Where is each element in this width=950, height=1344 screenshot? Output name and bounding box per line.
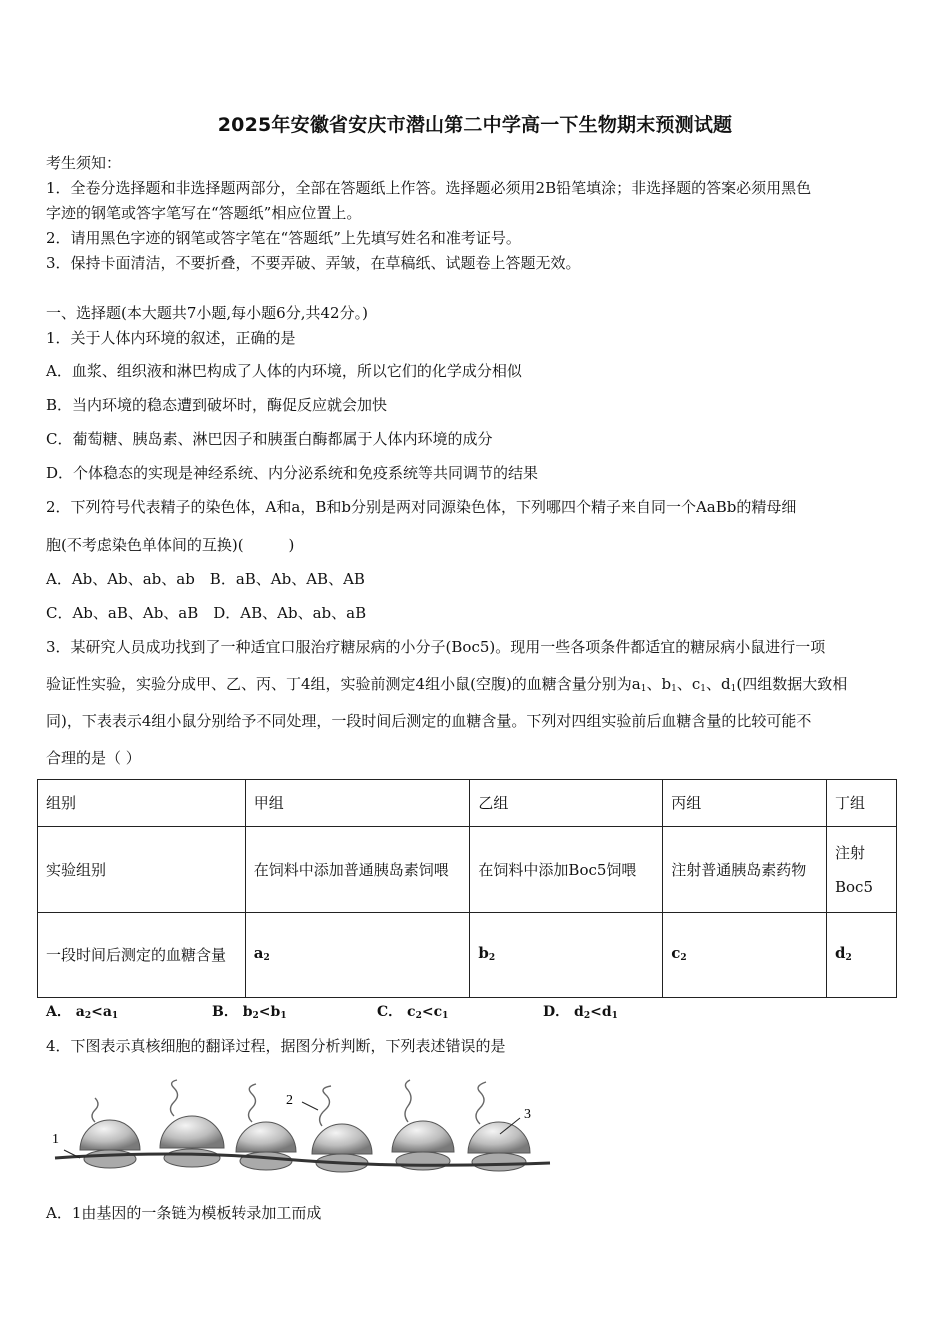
table-cell: 注射Boc5	[827, 827, 897, 913]
notice-item-3: 3．保持卡面清洁，不要折叠，不要弄破、弄皱，在草稿纸、试题卷上答题无效。	[46, 254, 581, 272]
glucose-symbol-c1: $c_1$	[691, 675, 706, 694]
q3-option-c: C． $c_2<c_1$	[377, 1004, 449, 1021]
q1-option-a: A．血浆、组织液和淋巴构成了人体的内环境，所以它们的化学成分相似	[46, 362, 522, 380]
table-cell: 在饲料中添加Boc5饲喂	[470, 827, 663, 913]
diagram-label-2: 2	[286, 1093, 293, 1108]
notice-item-2: 2．请用黑色字迹的钢笔或答字笔在“答题纸”上先填写姓名和准考证号。	[46, 229, 521, 247]
table-header-cell: 丙组	[663, 780, 827, 827]
table-cell: 实验组别	[38, 827, 246, 913]
q3-stem-text-end: (四组数据大致相	[736, 675, 848, 693]
q4-stem: 4．下图表示真核细胞的翻译过程，据图分析判断，下列表述错误的是	[46, 1037, 506, 1055]
notice-item-1-cont: 字迹的钢笔或答字笔写在“答题纸”相应位置上。	[46, 204, 362, 222]
ribosome-group	[80, 1116, 530, 1172]
ribosome-large-subunit	[392, 1121, 454, 1152]
ribosome-small-subunit	[164, 1149, 220, 1167]
q3-option-b: B． $b_2<b_1$	[212, 1004, 287, 1021]
table-header-cell: 组别	[38, 780, 246, 827]
q2-stem-line2: 胞(不考虑染色单体间的互换)( )	[46, 536, 295, 554]
page-title: 2025年安徽省安庆市潜山第二中学高一下生物期末预测试题	[217, 114, 733, 136]
q2-options-cd: C．Ab、aB、Ab、aB D．AB、Ab、ab、aB	[46, 604, 367, 622]
ribosome-large-subunit	[236, 1122, 296, 1152]
experiment-table	[37, 779, 897, 998]
q3-option-a: A． $a_2<a_1$	[46, 1004, 119, 1021]
q1-option-c: C．葡萄糖、胰岛素、淋巴因子和胰蛋白酶都属于人体内环境的成分	[46, 430, 493, 448]
ribosome-large-subunit	[160, 1116, 224, 1148]
ribosome-large-subunit	[80, 1120, 140, 1150]
table-row	[38, 780, 897, 827]
q4-option-a: A．1由基因的一条链为模板转录加工而成	[46, 1204, 322, 1222]
ribosome-large-subunit	[312, 1124, 372, 1154]
q3-stem-line4: 合理的是（ ）	[46, 749, 141, 767]
q2-stem-line1: 2．下列符号代表精子的染色体，A和a，B和b分别是两对同源染色体，下列哪四个精子来自同一个AaBb的精母细	[46, 498, 797, 516]
diagram-label-1: 1	[52, 1132, 59, 1147]
q1-stem: 1．关于人体内环境的叙述，正确的是	[46, 329, 296, 347]
table-cell: 在饲料中添加普通胰岛素饲喂	[245, 827, 470, 913]
q2-options-ab: A．Ab、Ab、ab、ab B．aB、Ab、AB、AB	[46, 570, 365, 588]
diagram-label-3: 3	[524, 1107, 531, 1122]
table-cell: 一段时间后测定的血糖含量	[38, 913, 246, 998]
q3-stem-line2: 验证性实验，实验分成甲、乙、丙、丁4组，实验前测定4组小鼠(空腹)的血糖含量分别为$a_1$、$b_1$、$c_1$、$d_1$(四组数据大致相	[46, 675, 848, 694]
table-header-cell: 丁组	[827, 780, 897, 827]
glucose-symbol-b1: $b_1$	[661, 675, 677, 694]
notice-item-1: 1．全卷分选择题和非选择题两部分，全部在答题纸上作答。选择题必须用2B铅笔填涂；非选择题的答案必须用黑色	[46, 179, 812, 197]
q1-option-d: D．个体稳态的实现是神经系统、内分泌系统和免疫系统等共同调节的结果	[46, 464, 539, 482]
table-cell: 注射普通胰岛素药物	[663, 827, 827, 913]
table-row	[38, 827, 897, 913]
q3-option-d: D． $d_2<d_1$	[543, 1004, 618, 1021]
table-cell-c2: $c_2$	[663, 913, 827, 998]
ribosome-large-subunit	[468, 1122, 530, 1153]
ribosome-small-subunit	[240, 1152, 292, 1170]
q3-stem-line3: 同)，下表表示4组小鼠分别给予不同处理，一段时间后测定的血糖含量。下列对四组实验前后血糖含量的比较可能不	[46, 712, 812, 730]
ribosome-small-subunit	[396, 1152, 450, 1170]
q3-stem-text: 验证性实验，实验分成甲、乙、丙、丁4组，实验前测定4组小鼠(空腹)的血糖含量分别为	[46, 675, 632, 693]
ribosome-small-subunit	[472, 1153, 526, 1171]
section-heading: 一、选择题(本大题共7小题,每小题6分,共42分。)	[46, 304, 368, 322]
table-header-cell: 乙组	[470, 780, 663, 827]
q3-stem-line1: 3．某研究人员成功找到了一种适宜口服治疗糖尿病的小分子(Boc5)。现用一些各项条件都适宜的糖尿病小鼠进行一项	[46, 638, 826, 656]
q1-option-b: B．当内环境的稳态遭到破坏时，酶促反应就会加快	[46, 396, 388, 414]
table-header-cell: 甲组	[245, 780, 470, 827]
label-2-leader	[302, 1102, 318, 1110]
table-cell-a2: $a_2$	[245, 913, 470, 998]
translation-diagram	[50, 1078, 555, 1188]
ribosome-small-subunit	[84, 1150, 136, 1168]
table-cell-d2: $d_2$	[827, 913, 897, 998]
table-cell-b2: $b_2$	[470, 913, 663, 998]
table-row	[38, 913, 897, 998]
glucose-symbol-d1: $d_1$	[721, 675, 737, 694]
glucose-symbol-a1: $a_1$	[631, 675, 647, 694]
notice-heading: 考生须知：	[46, 154, 122, 172]
